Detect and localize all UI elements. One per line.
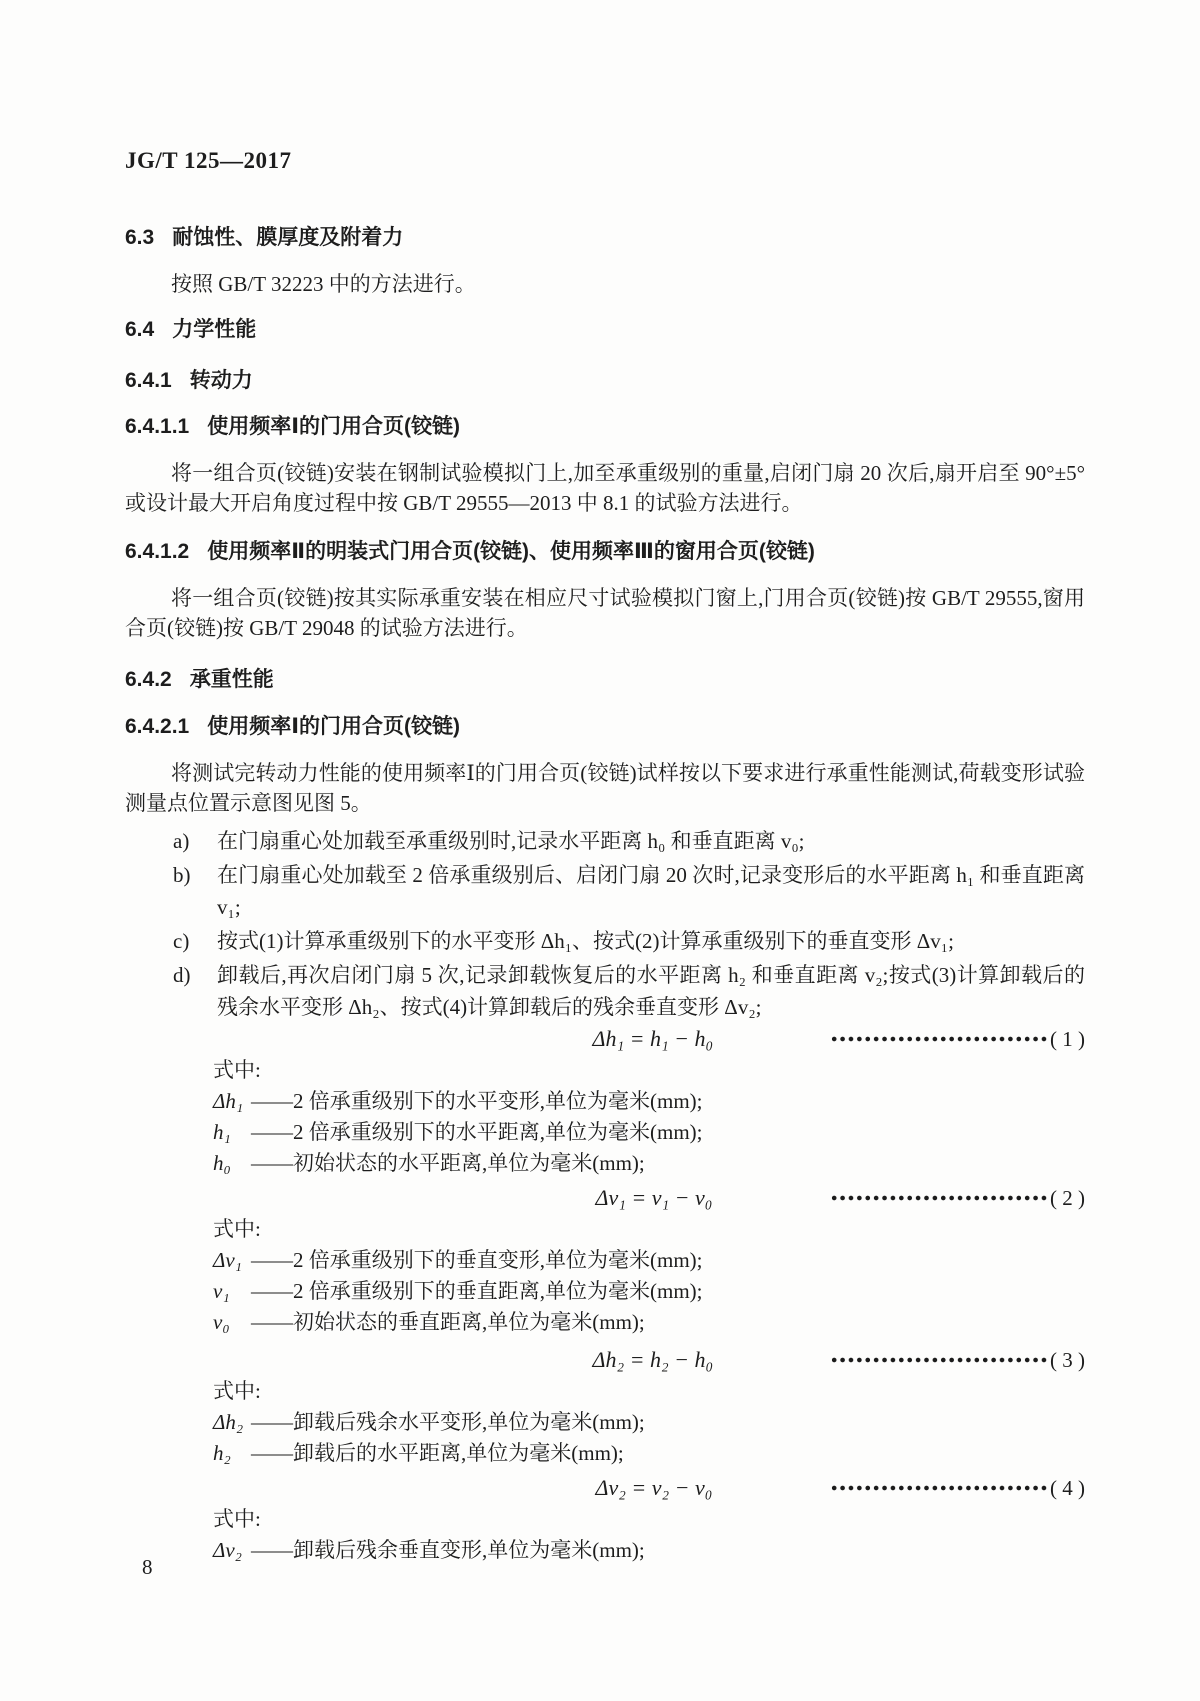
section-6-4-heading: [125, 315, 1085, 345]
list-item-b: [173, 859, 1085, 923]
dotted-leader: [830, 1357, 1048, 1363]
term-symbol: h₁: [213, 1120, 231, 1144]
list-marker: b): [173, 863, 191, 887]
formula-2-number: ( 2 ): [1050, 1186, 1085, 1210]
term-symbol: v₁: [213, 1279, 230, 1303]
requirement-list: [125, 825, 1085, 1023]
heading-number: 6.4.1.2: [125, 540, 190, 563]
formula-4-row: [125, 1472, 1085, 1504]
term-row: [213, 1148, 1085, 1179]
section-6-4-1-heading: [125, 366, 1085, 396]
formula-1-number: ( 1 ): [1050, 1027, 1085, 1051]
list-marker: d): [173, 963, 191, 987]
list-item-text: 按式(1)计算承重级别下的水平变形 Δh₁、按式(2)计算承重级别下的垂直变形 Δv₁;: [217, 929, 954, 953]
list-item-d: [173, 959, 1085, 1023]
heading-title: 转动力: [189, 369, 253, 392]
list-marker: c): [173, 929, 190, 953]
formula-4-number: ( 4 ): [1050, 1476, 1085, 1500]
formula-1-row: [125, 1023, 1085, 1055]
term-description: ——2 倍承重级别下的水平变形,单位为毫米(mm);: [251, 1089, 703, 1113]
section-6-4-2-1-heading: [125, 712, 1085, 742]
paragraph-6-4-1-2: 将一组合页(铰链)按其实际承重安装在相应尺寸试验模拟门窗上,门用合页(铰链)按 GB/T 29555,窗用合页(铰链)按 GB/T 29048 的试验方法进行。: [125, 586, 1085, 640]
term-description: ——卸载后的水平距离,单位为毫米(mm);: [251, 1441, 624, 1465]
where-label: 式中:: [213, 1058, 261, 1082]
formula-4-equation: Δv₂ = v₂ − v₀: [595, 1475, 713, 1500]
doc-code-header: JG/T 125—2017: [125, 148, 292, 173]
section-6-4-2-heading: [125, 665, 1085, 695]
list-item-text: 在门扇重心处加载至承重级别时,记录水平距离 h₀ 和垂直距离 v₀;: [217, 829, 805, 853]
heading-number: 6.4: [125, 318, 155, 341]
heading-number: 6.4.2: [125, 668, 172, 691]
term-symbol: h₂: [213, 1441, 231, 1465]
formula-3-row: [125, 1344, 1085, 1376]
dotted-leader: [830, 1485, 1048, 1491]
term-description: ——2 倍承重级别下的垂直变形,单位为毫米(mm);: [251, 1248, 703, 1272]
formula-2-equation: Δv₁ = v₁ − v₀: [595, 1185, 713, 1210]
heading-title: 耐蚀性、膜厚度及附着力: [172, 226, 404, 249]
page-number: 8: [142, 1555, 153, 1579]
formula-2-row: [125, 1182, 1085, 1214]
formula-1-equation: Δh₁ = h₁ − h₀: [592, 1026, 714, 1051]
term-row: [213, 1276, 1085, 1307]
heading-title: 使用频率Ⅰ的门用合页(铰链): [207, 715, 461, 738]
formula-3-number: ( 3 ): [1050, 1348, 1085, 1372]
term-row: [213, 1086, 1085, 1117]
heading-title: 力学性能: [172, 318, 257, 341]
term-row: [213, 1117, 1085, 1148]
term-row: [213, 1535, 1085, 1566]
term-symbol: Δv₁: [213, 1248, 242, 1272]
term-description: ——2 倍承重级别下的垂直距离,单位为毫米(mm);: [251, 1279, 703, 1303]
term-symbol: Δv₂: [213, 1538, 242, 1562]
where-label: 式中:: [213, 1217, 261, 1241]
dotted-leader: [830, 1195, 1048, 1201]
term-description: ——卸载后残余垂直变形,单位为毫米(mm);: [251, 1538, 645, 1562]
heading-number: 6.4.1: [125, 369, 172, 392]
where-label: 式中:: [213, 1379, 261, 1403]
section-6-3-heading: [125, 223, 1085, 253]
paragraph-6-4-1-1: 将一组合页(铰链)安装在钢制试验模拟门上,加至承重级别的重量,启闭门扇 20 次后,扇开启至 90°±5°或设计最大开启角度过程中按 GB/T 29555—2013 中 8.1 的试验方法进行。: [125, 461, 1085, 515]
list-item-c: [173, 925, 1085, 957]
paragraph-6-4-2-1: 将测试完转动力性能的使用频率Ⅰ的门用合页(铰链)试样按以下要求进行承重性能测试,荷载变形试验测量点位置示意图见图 5。: [125, 761, 1085, 815]
term-description: ——卸载后残余水平变形,单位为毫米(mm);: [251, 1410, 645, 1434]
heading-title: 使用频率Ⅰ的门用合页(铰链): [207, 415, 461, 438]
section-6-4-1-1-heading: [125, 412, 1085, 442]
paragraph-6-3: 按照 GB/T 32223 中的方法进行。: [171, 272, 476, 296]
term-symbol: h₀: [213, 1151, 231, 1175]
term-description: ——初始状态的垂直距离,单位为毫米(mm);: [251, 1310, 645, 1334]
term-description: ——2 倍承重级别下的水平距离,单位为毫米(mm);: [251, 1120, 703, 1144]
term-row: [213, 1407, 1085, 1438]
heading-number: 6.4.2.1: [125, 715, 190, 738]
formula-3-equation: Δh₂ = h₂ − h₀: [592, 1347, 714, 1372]
where-label: 式中:: [213, 1507, 261, 1531]
term-symbol: Δh₂: [213, 1410, 244, 1434]
heading-number: 6.3: [125, 226, 155, 249]
term-row: [213, 1438, 1085, 1469]
section-6-4-1-2-heading: [125, 537, 1085, 567]
term-row: [213, 1307, 1085, 1338]
term-symbol: Δh₁: [213, 1089, 244, 1113]
list-item-a: [173, 825, 1085, 857]
list-item-text: 在门扇重心处加载至 2 倍承重级别后、启闭门扇 20 次时,记录变形后的水平距离 h₁ 和垂直距离 v₁;: [217, 863, 1085, 919]
heading-number: 6.4.1.1: [125, 415, 190, 438]
list-marker: a): [173, 829, 190, 853]
heading-title: 承重性能: [189, 668, 274, 691]
heading-title: 使用频率Ⅱ的明装式门用合页(铰链)、使用频率Ⅲ的窗用合页(铰链): [207, 540, 815, 563]
term-row: [213, 1245, 1085, 1276]
term-symbol: v₀: [213, 1310, 230, 1334]
term-description: ——初始状态的水平距离,单位为毫米(mm);: [251, 1151, 645, 1175]
dotted-leader: [830, 1036, 1048, 1042]
list-item-text: 卸载后,再次启闭门扇 5 次,记录卸载恢复后的水平距离 h₂ 和垂直距离 v₂;按式(3)计算卸载后的残余水平变形 Δh₂、按式(4)计算卸载后的残余垂直变形 Δv₂;: [217, 963, 1085, 1019]
